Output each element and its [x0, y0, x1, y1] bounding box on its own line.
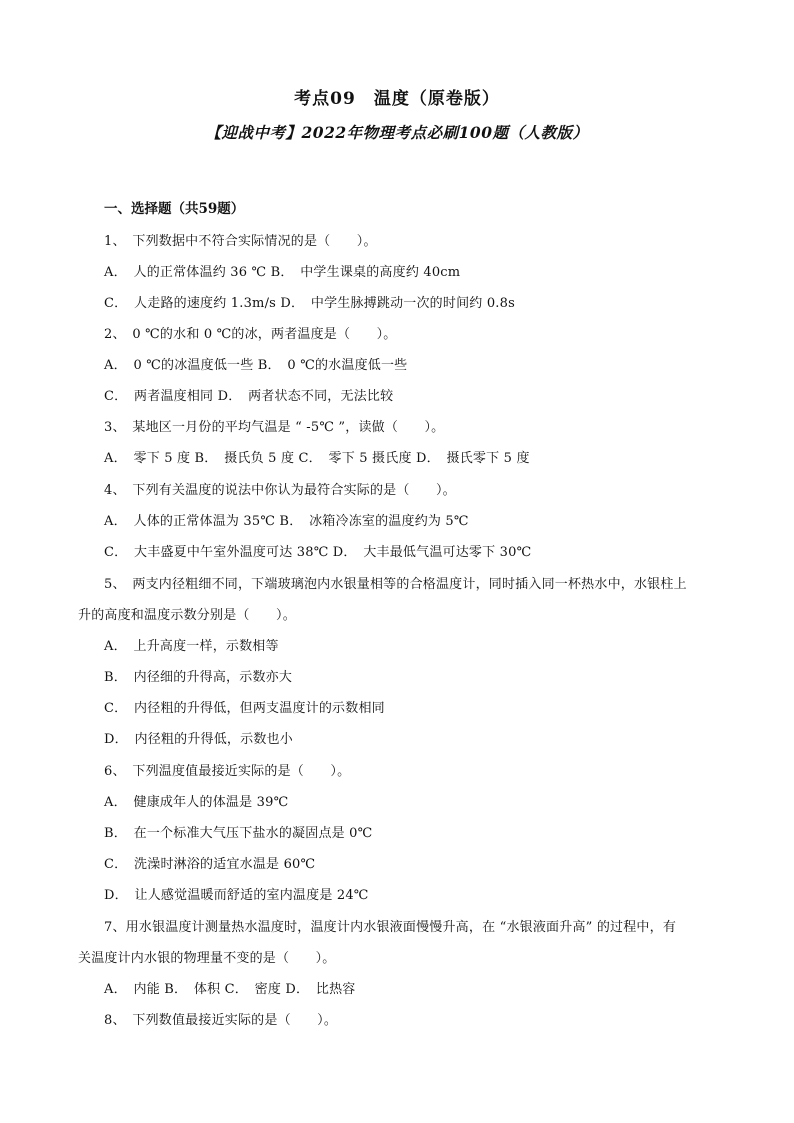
question-5-option-a: A． 上升高度一样，示数相等	[104, 639, 279, 654]
question-4-options-ab: A． 人体的正常体温为 35℃ B． 冰箱冷冻室的温度约为 5℃	[104, 514, 469, 529]
question-3-options: A． 零下 5 度 B． 摄氏负 5 度 C． 零下 5 摄氏度 D． 摄氏零下 5 度	[104, 451, 530, 466]
question-5: 5、 两支内径粗细不同，下端玻璃泡内水银量相等的合格温度计，同时插入同一杯热水中，水银柱上	[104, 577, 687, 592]
question-4: 4、 下列有关温度的说法中你认为最符合实际的是（ ）。	[104, 483, 456, 498]
question-2-options-cd: C． 两者温度相同 D． 两者状态不同，无法比较	[104, 389, 394, 404]
question-6-option-a: A． 健康成年人的体温是 39℃	[104, 795, 289, 810]
question-3: 3、 某地区一月份的平均气温是 “ -5℃ ”，读做（ ）。	[104, 420, 445, 435]
section-heading: 一、选择题（共59题）	[104, 201, 245, 217]
question-7-continued: 关温度计内水银的物理量不变的是（ ）。	[78, 951, 336, 966]
question-2: 2、 0 ℃的水和 0 ℃的冰，两者温度是（ ）。	[104, 327, 397, 342]
question-5-option-d: D． 内径粗的升得低，示数也小	[104, 732, 293, 747]
question-1: 1、 下列数据中不符合实际情况的是（ ）。	[104, 234, 377, 249]
question-8: 8、 下列数值最接近实际的是（ ）。	[104, 1013, 338, 1028]
question-6-option-d: D． 让人感觉温暖而舒适的室内温度是 24℃	[104, 888, 369, 903]
question-4-options-cd: C． 大丰盛夏中午室外温度可达 38℃ D． 大丰最低气温可达零下 30℃	[104, 545, 532, 560]
question-1-options-ab: A． 人的正常体温约 36 ℃ B． 中学生课桌的高度约 40cm	[104, 265, 461, 280]
question-7: 7、用水银温度计测量热水温度时，温度计内水银液面慢慢升高，在 “水银液面升高” 的过程中，有	[104, 920, 677, 935]
question-7-options: A． 内能 B． 体积 C． 密度 D． 比热容	[104, 982, 356, 997]
question-5-option-c: C． 内径粗的升得低，但两支温度计的示数相同	[104, 701, 385, 716]
question-6-option-c: C． 洗澡时淋浴的适宜水温是 60℃	[104, 857, 316, 872]
question-5-option-b: B． 内径细的升得高，示数亦大	[104, 670, 293, 685]
question-6-option-b: B． 在一个标准大气压下盐水的凝固点是 0℃	[104, 826, 373, 841]
question-1-options-cd: C． 人走路的速度约 1.3m/s D． 中学生脉搏跳动一次的时间约 0.8s	[104, 296, 515, 311]
question-6: 6、 下列温度值最接近实际的是（ ）。	[104, 764, 351, 779]
document-title: 考点09 温度（原卷版）	[294, 89, 500, 109]
question-2-options-ab: A． 0 ℃的冰温度低一些 B． 0 ℃的水温度低一些	[104, 358, 408, 373]
question-5-continued: 升的高度和温度示数分别是（ ）。	[78, 608, 296, 623]
document-subtitle: 【迎战中考】2022年物理考点必刷100题（人教版）	[205, 123, 589, 142]
